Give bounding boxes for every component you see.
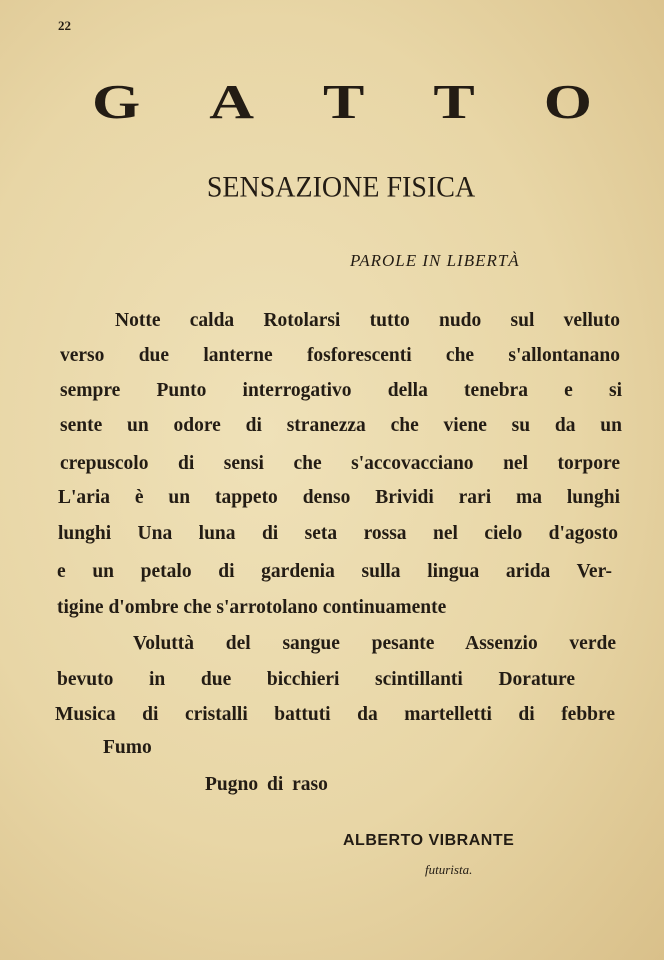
- title-letter: O: [543, 75, 592, 129]
- title-letter: T: [433, 75, 475, 129]
- poem-line: tigine d'ombre che s'arrotolano continuamente: [57, 597, 447, 618]
- poem-line: sente un odore di stranezza che viene su da un: [60, 415, 622, 436]
- title-letter: G: [92, 75, 141, 129]
- poem-line: Notte calda Rotolarsi tutto nudo sul velluto: [115, 310, 620, 331]
- poem-line: Pugno di raso: [205, 774, 328, 795]
- poem-line: sempre Punto interrogativo della tenebra e si: [60, 380, 622, 401]
- page-number: 22: [58, 18, 71, 33]
- poem-line: verso due lanterne fosforescenti che s'allontanano: [60, 345, 620, 366]
- poem-title: [92, 75, 592, 129]
- genre-label: PAROLE IN LIBERTÀ: [350, 251, 520, 270]
- author-note: futurista.: [425, 862, 473, 877]
- poem-line: Fumo: [103, 737, 152, 758]
- subtitle: SENSAZIONE FISICA: [206, 171, 476, 204]
- poem-line: L'aria è un tappeto denso Brividi rari ma lunghi: [58, 487, 620, 508]
- author-name: ALBERTO VIBRANTE: [343, 832, 515, 849]
- poem-line: Musica di cristalli battuti da martelletti di febbre: [55, 704, 615, 725]
- poem-line: e un petalo di gardenia sulla lingua arida Ver-: [57, 561, 612, 582]
- title-letter: A: [209, 75, 255, 129]
- title-letter: T: [323, 75, 365, 129]
- poem-line: Voluttà del sangue pesante Assenzio verde: [133, 633, 616, 654]
- poem-line: crepuscolo di sensi che s'accovacciano nel torpore: [60, 453, 620, 474]
- poem-line: bevuto in due bicchieri scintillanti Dorature: [57, 669, 575, 690]
- poem-line: lunghi Una luna di seta rossa nel cielo d'agosto: [58, 523, 618, 544]
